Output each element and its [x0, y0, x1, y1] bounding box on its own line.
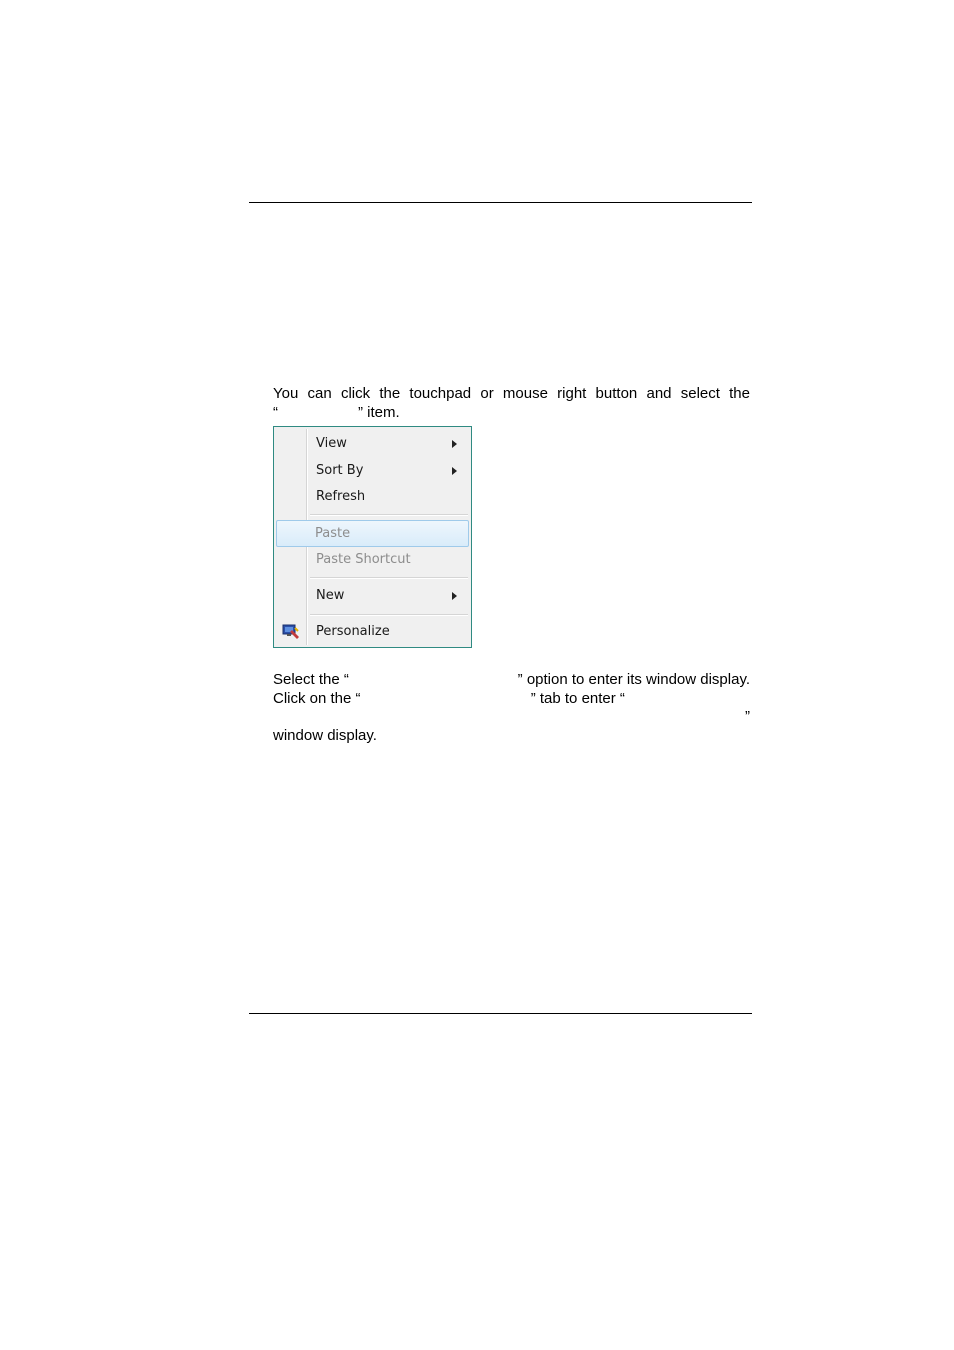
footer-rule [249, 1013, 752, 1014]
menu-separator [310, 614, 468, 616]
submenu-arrow-icon [452, 592, 457, 600]
submenu-arrow-icon [452, 440, 457, 448]
menu-separator [310, 514, 468, 516]
menu-item-label: Personalize [316, 624, 390, 639]
menu-item-refresh[interactable] [276, 485, 469, 509]
menu-item-paste-shortcut[interactable] [276, 548, 469, 572]
menu-separator [310, 577, 468, 579]
menu-item-label: New [316, 588, 345, 603]
menu-item-label: Refresh [316, 489, 366, 504]
menu-item-personalize[interactable] [276, 620, 469, 644]
intro-line-1: You can click the touchpad or mouse right button and select the [273, 385, 750, 402]
instructions-line-4 [273, 727, 750, 746]
menu-item-label: Paste [315, 526, 351, 541]
instructions-paragraph [273, 671, 750, 745]
option-text: ” option to enter its window display. [517, 671, 750, 688]
instructions-line-2 [273, 690, 750, 709]
intro-line-2 [273, 404, 750, 423]
menu-item-paste[interactable] [276, 520, 469, 547]
window-display-text: window display. [273, 726, 377, 744]
submenu-arrow-icon [452, 467, 457, 475]
menu-item-label: Paste Shortcut [316, 552, 411, 567]
menu-item-new[interactable] [276, 584, 469, 608]
tab-text: ” tab to enter “ [530, 689, 625, 707]
menu-item-view[interactable] [276, 432, 469, 456]
instructions-line-1 [273, 671, 750, 690]
menu-item-sort-by[interactable] [276, 459, 469, 483]
context-menu [273, 426, 472, 648]
instructions-line-3 [273, 708, 750, 727]
intro-paragraph [273, 385, 750, 422]
click-text: Click on the “ [273, 689, 361, 707]
personalize-icon [282, 624, 300, 640]
select-text: Select the “ [273, 671, 349, 688]
item-suffix: ” item. [358, 403, 400, 421]
menu-item-label: Sort By [316, 463, 364, 478]
menu-item-label: View [316, 436, 347, 451]
close-quote: ” [745, 708, 750, 725]
open-quote: “ [273, 403, 278, 421]
header-rule [249, 202, 752, 203]
